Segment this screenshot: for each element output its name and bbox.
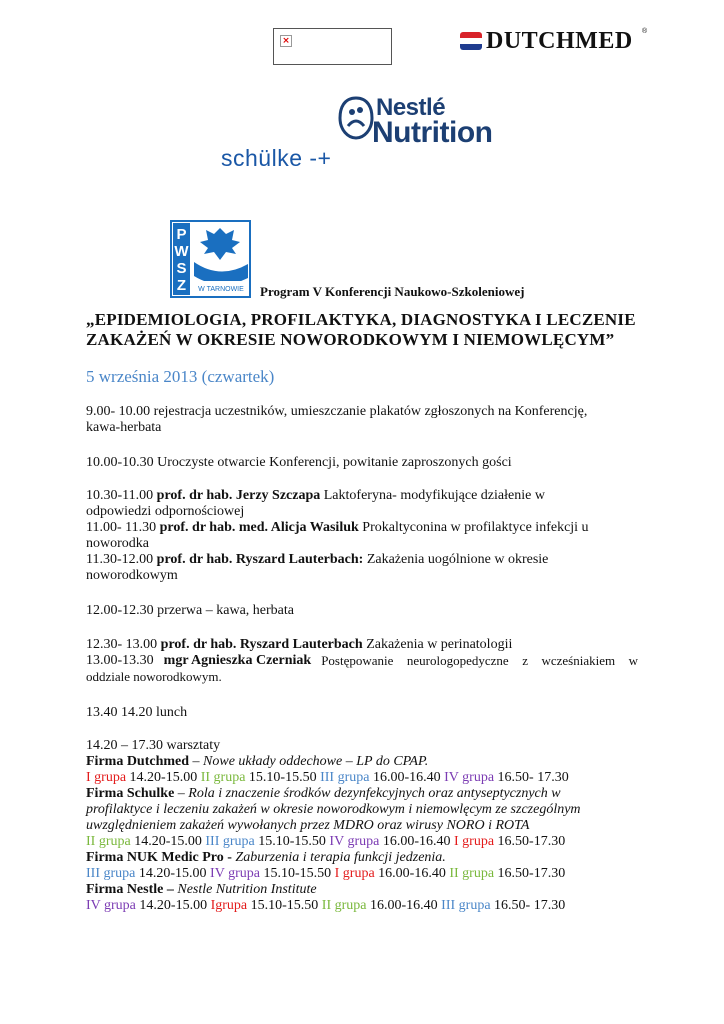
conference-date: 5 września 2013 (czwartek): [86, 367, 275, 386]
schedule-item-opening: 10.00-10.30 Uroczyste otwarcie Konferencji, powitanie zaproszonych gości: [86, 455, 512, 470]
afternoon-lectures: [86, 637, 638, 685]
workshop-topic: – Nowe układy oddechowe – LP do CPAP.: [189, 754, 429, 769]
workshops-heading: 14.20 – 17.30 warsztaty: [86, 738, 221, 753]
pwsz-caption: W TARNOWIE: [198, 286, 244, 293]
pwsz-letter-w: W: [174, 243, 189, 260]
group-time: 16.00-16.40: [366, 898, 442, 913]
group-label: III grupa: [320, 770, 370, 785]
group-time: 16.50- 17.30: [494, 770, 569, 785]
lecture-speaker: prof. dr hab. Jerzy Szczapa: [156, 488, 321, 503]
group-label: III grupa: [205, 834, 255, 849]
dutchmed-logo: [460, 28, 660, 54]
group-time: 16.00-16.40: [379, 834, 454, 849]
lecture-time: 13.00-13.30: [86, 653, 154, 668]
workshop-groups: [86, 834, 581, 850]
group-label: III grupa: [441, 898, 491, 913]
group-label: IV grupa: [444, 770, 495, 785]
schedule-text: 9.00- 10.00 rejestracja uczestników, umieszczanie plakatów zgłoszonych na Konferencję,: [86, 404, 588, 419]
workshop-groups: [86, 898, 581, 914]
lecture-topic-cont: noworodka: [86, 536, 149, 551]
pwsz-letter-s: S: [176, 260, 187, 277]
lecture-speaker: mgr Agnieszka Czerniak: [163, 653, 312, 668]
nutrition-wordmark: Nutrition: [372, 116, 493, 149]
group-label: II grupa: [86, 834, 131, 849]
dutchmed-wordmark: DUTCHMED: [486, 28, 633, 54]
pwsz-emblem: [170, 220, 251, 298]
group-time: 15.10-15.50: [245, 770, 321, 785]
nestle-nutrition-logo: [338, 94, 493, 156]
schedule-item-registration: [86, 404, 587, 436]
pwsz-logo: [170, 220, 251, 298]
group-label: II grupa: [200, 770, 246, 785]
lecture-speaker: prof. dr hab. Ryszard Lauterbach:: [156, 552, 364, 567]
lecture-topic-cont: oddziale noworodkowym.: [86, 669, 222, 684]
group-time: 14.20-15.00: [126, 770, 201, 785]
registered-mark: ®: [642, 28, 648, 35]
group-time: 16.00-16.40: [374, 866, 450, 881]
dutch-flag-icon: [460, 32, 482, 50]
workshop-topic: – Rola i znaczenie środków dezynfekcyjnych oraz antyseptycznych w: [174, 786, 561, 801]
group-label: II grupa: [321, 898, 367, 913]
schedule-item-lunch: 13.40 14.20 lunch: [86, 705, 188, 720]
workshop-topic-cont: profilaktyce i leczeniu zakażeń w okresie noworodkowym i niemowlęcym ze szczególnym: [86, 802, 581, 817]
group-label: III grupa: [86, 866, 136, 881]
group-label: I grupa: [334, 866, 375, 881]
group-time: 15.10-15.50: [259, 866, 335, 881]
workshop-firm: Firma Schulke: [86, 786, 175, 801]
workshop-nestle: [86, 882, 581, 898]
workshop-topic: Nestle Nutrition Institute: [173, 882, 317, 897]
group-label: I grupa: [86, 770, 127, 785]
nestle-wordmark: Nestlé: [376, 94, 446, 121]
lecture-row: [86, 552, 589, 568]
workshop-topic-cont: uwzględnieniem zakażeń wywołanych przez MDRO oraz wirusy NORO i ROTA: [86, 818, 530, 833]
lectures-block: [86, 488, 589, 584]
nestle-nest-icon: [338, 96, 374, 140]
group-label: Igrupa: [210, 898, 248, 913]
workshop-firm: Firma NUK Medic Pro -: [86, 850, 232, 865]
workshop-firm: Firma Nestle –: [86, 882, 174, 897]
workshops-block: [86, 738, 581, 914]
lecture-topic: Laktoferyna- modyfikujące działenie w: [320, 488, 545, 503]
lecture-row: [86, 637, 638, 653]
group-time: 14.20-15.00: [130, 834, 206, 849]
lecture-time: 10.30-11.00: [86, 488, 157, 503]
lecture-topic: Postępowanie neurologopedyczne z wcześniakiem w: [321, 653, 638, 668]
lecture-topic-cont: noworodkowym: [86, 568, 178, 583]
workshop-schulke: [86, 786, 581, 802]
workshop-topic: Zaburzenia i terapia funkcji jedzenia.: [231, 850, 446, 865]
group-time: 16.50-17.30: [494, 866, 566, 881]
group-time: 16.50- 17.30: [490, 898, 566, 913]
group-label: IV grupa: [210, 866, 260, 881]
lecture-time: 11.00- 11.30: [86, 520, 160, 535]
pwsz-letter-z: Z: [176, 277, 187, 294]
lecture-topic: Zakażenia uogólnione w okresie: [363, 552, 549, 567]
conference-title: „EPIDEMIOLOGIA, PROFILAKTYKA, DIAGNOSTYKA I LECZENIE ZAKAŻEŃ W OKRESIE NOWORODKOWYM I NIEMOWLĘCYM”: [86, 310, 636, 349]
broken-image-placeholder: [273, 28, 392, 65]
lecture-time: 12.30- 13.00: [86, 637, 161, 652]
group-label: I grupa: [454, 834, 495, 849]
workshop-firm: Firma Dutchmed: [86, 754, 190, 769]
schedule-text: kawa-herbata: [86, 420, 162, 435]
group-time: 16.00-16.40: [369, 770, 445, 785]
schedule-item-break: 12.00-12.30 przerwa – kawa, herbata: [86, 603, 294, 618]
workshop-nuk: [86, 850, 581, 866]
group-label: IV grupa: [86, 898, 136, 913]
group-time: 15.10-15.50: [254, 834, 330, 849]
group-time: 14.20-15.00: [135, 898, 211, 913]
pwsz-letter-p: P: [176, 226, 187, 243]
lecture-row: [86, 653, 638, 669]
schulke-logo: schülke -+: [221, 145, 332, 171]
lecture-time: 11.30-12.00: [86, 552, 157, 567]
program-line: Program V Konferencji Naukowo-Szkoleniowej: [260, 284, 525, 299]
lecture-topic: Prokaltyconina w profilaktyce infekcji u: [358, 520, 589, 535]
lecture-topic-cont: odpowiedzi odpornościowej: [86, 504, 245, 519]
lecture-speaker: prof. dr hab. med. Alicja Wasiluk: [159, 520, 359, 535]
group-time: 16.50-17.30: [494, 834, 566, 849]
lecture-row: [86, 520, 589, 536]
lecture-row: [86, 488, 589, 504]
workshop-groups: [86, 770, 581, 786]
group-label: IV grupa: [329, 834, 380, 849]
group-time: 14.20-15.00: [135, 866, 211, 881]
group-time: 15.10-15.50: [247, 898, 322, 913]
workshop-groups: [86, 866, 581, 882]
broken-image-icon: ×: [280, 35, 292, 47]
workshop-dutchmed: [86, 754, 581, 770]
group-label: II grupa: [449, 866, 495, 881]
lecture-speaker: prof. dr hab. Ryszard Lauterbach: [160, 637, 363, 652]
lecture-topic: Zakażenia w perinatologii: [362, 637, 513, 652]
